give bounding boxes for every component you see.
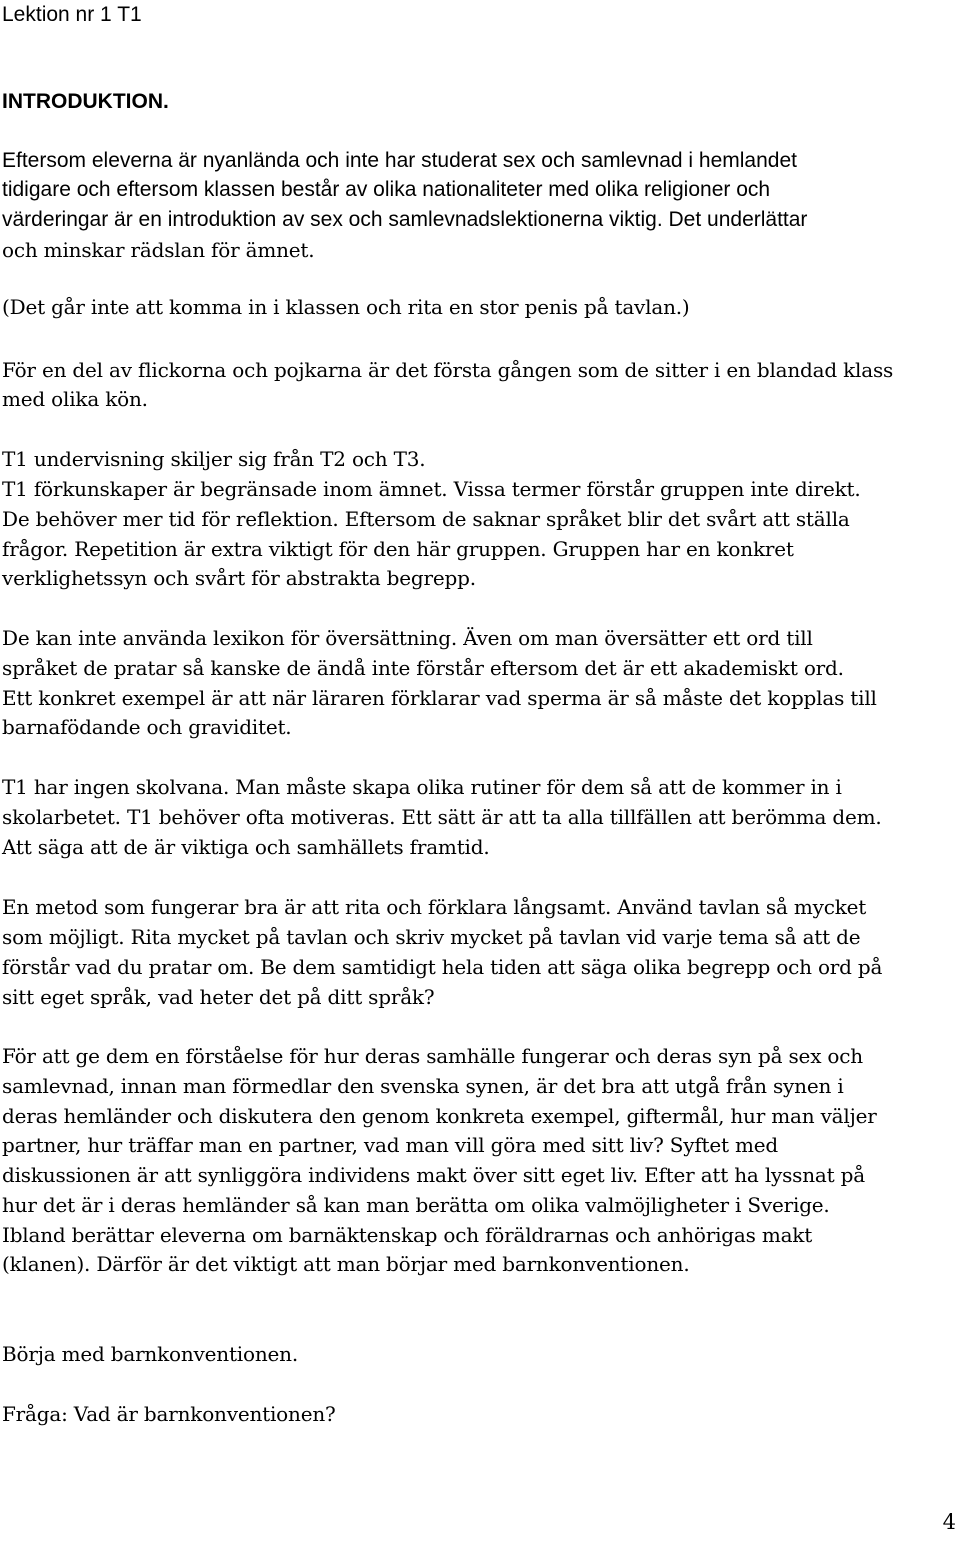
text-line: förstår vad du pratar om. Be dem samtidigt hela tiden att säga olika begrepp och ord på [2, 955, 883, 979]
text-line: skolarbetet. T1 behöver ofta motiveras. Ett sätt är att ta alla tillfällen att berömma dem. [2, 805, 882, 829]
text-line: Ibland berättar eleverna om barnäktenskap och föräldrarnas och anhörigas makt [2, 1223, 813, 1247]
text-line: frågor. Repetition är extra viktigt för den här gruppen. Gruppen har en konkret [2, 537, 794, 561]
document-header: Lektion nr 1 T1 [2, 3, 142, 26]
text-line: deras hemländer och diskutera den genom konkreta exempel, giftermål, hur man väljer [2, 1104, 877, 1128]
text-line: T1 undervisning skiljer sig från T2 och T3. [2, 447, 426, 471]
text-line: T1 förkunskaper är begränsade inom ämnet. Vissa termer förstår gruppen inte direkt. [2, 477, 861, 501]
section-heading: INTRODUKTION. [2, 90, 169, 113]
text-line: värderingar är en introduktion av sex och samlevnadslektionerna viktig. Det underlättar [2, 208, 808, 231]
text-line: (Det går inte att komma in i klassen och rita en stor penis på tavlan.) [2, 295, 690, 319]
text-line: Att säga att de är viktiga och samhällets framtid. [2, 835, 490, 859]
text-line: För att ge dem en förståelse för hur deras samhälle fungerar och deras syn på sex och [2, 1044, 863, 1068]
text-line: hur det är i deras hemländer så kan man berätta om olika valmöjligheter i Sverige. [2, 1193, 830, 1217]
text-line: (klanen). Därför är det viktigt att man börjar med barnkonventionen. [2, 1252, 690, 1276]
text-line: partner, hur träffar man en partner, vad man vill göra med sitt liv? Syftet med [2, 1133, 779, 1157]
text-line: tidigare och eftersom klassen består av olika nationaliteter med olika religioner och [2, 178, 771, 201]
text-line: diskussionen är att synliggöra individens makt över sitt eget liv. Efter att ha lyssnat på [2, 1163, 865, 1187]
text-line: De kan inte använda lexikon för översättning. Även om man översätter ett ord till [2, 626, 813, 650]
text-line: De behöver mer tid för reflektion. Eftersom de saknar språket blir det svårt att ställa [2, 507, 850, 531]
text-line: samlevnad, innan man förmedlar den svenska synen, är det bra att utgå från synen i [2, 1074, 844, 1098]
text-line: sitt eget språk, vad heter det på ditt språk? [2, 985, 435, 1009]
text-line: som möjligt. Rita mycket på tavlan och skriv mycket på tavlan vid varje tema så att de [2, 925, 861, 949]
text-line: Ett konkret exempel är att när läraren förklarar vad sperma är så måste det kopplas till [2, 686, 877, 710]
text-line: barnafödande och graviditet. [2, 715, 292, 739]
text-line: T1 har ingen skolvana. Man måste skapa olika rutiner för dem så att de kommer in i [2, 775, 842, 799]
text-line: Fråga: Vad är barnkonventionen? [2, 1402, 336, 1426]
text-line: Eftersom eleverna är nyanlända och inte har studerat sex och samlevnad i hemlandet [2, 149, 797, 172]
text-line: språket de pratar så kanske de ändå inte förstår eftersom det är ett akademiskt ord. [2, 656, 844, 680]
text-line: och minskar rädslan för ämnet. [2, 238, 315, 262]
text-line: med olika kön. [2, 387, 148, 411]
text-line: verklighetssyn och svårt för abstrakta begrepp. [2, 566, 476, 590]
text-line: En metod som fungerar bra är att rita och förklara långsamt. Använd tavlan så mycket [2, 895, 867, 919]
text-line: Börja med barnkonventionen. [2, 1342, 298, 1366]
page-number: 4 [942, 1510, 956, 1534]
text-line: För en del av flickorna och pojkarna är det första gången som de sitter i en blandad klass [2, 358, 894, 382]
